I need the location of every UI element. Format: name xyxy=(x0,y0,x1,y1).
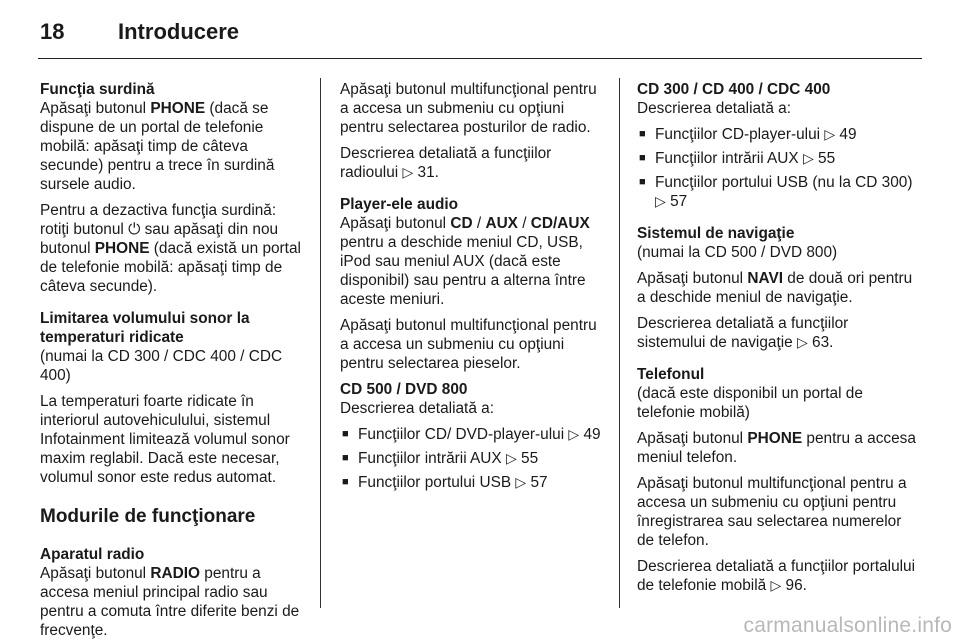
cd500-list xyxy=(340,425,608,492)
page-ref-arrow-icon: ▷ xyxy=(515,474,527,490)
audio-paragraph-2: Apăsaţi butonul multifuncţional pentru a accesa un submeniu cu opţiuni pentru selectarea pieselor. xyxy=(340,317,597,372)
column-divider-2 xyxy=(619,78,620,608)
column-divider-1 xyxy=(320,78,321,608)
radio-paragraph-1: Apăsaţi butonul RADIO pentru a accesa meniul principal radio sau pentru a comuta între diferite benzi de frecvenţe. xyxy=(40,565,300,639)
power-knob-icon: ⏻ xyxy=(128,221,141,238)
page-ref-arrow-icon: ▷ xyxy=(802,150,814,166)
cd300-description: Descrierea detaliată a: xyxy=(637,100,791,117)
radio-paragraph-2: Apăsaţi butonul multifuncţional pentru a accesa un submeniu cu opţiuni pentru selectarea posturilor de radio. xyxy=(340,81,597,136)
nav-note: (numai la CD 500 / DVD 800) xyxy=(637,244,838,261)
mute-paragraph-2: Pentru a dezactiva funcţia surdină: rotiţi butonul ⏻ sau apăsaţi din nou butonul PHONE (dacă există un portal de telefonie mobilă: apăsaţi timp de câteva secunde). xyxy=(40,202,301,295)
phone-key-label: PHONE xyxy=(150,100,206,117)
page-title: Introducere xyxy=(118,19,240,44)
page-ref-arrow-icon: ▷ xyxy=(824,126,836,142)
page-ref: 31 xyxy=(417,164,435,181)
column-3 xyxy=(637,80,917,602)
page-ref-arrow-icon: ▷ xyxy=(770,577,782,593)
nav-paragraph-1: Apăsaţi butonul NAVI de două ori pentru a deschide meniul de navigaţie. xyxy=(637,270,913,306)
section-title-audio: Player-ele audio xyxy=(340,196,459,213)
section-title-phone: Telefonul xyxy=(637,366,705,383)
section-title-volume-limit: Limitarea volumului sonor la temperaturi ridicate xyxy=(40,310,250,346)
phone-key-label: PHONE xyxy=(747,430,803,447)
column-2 xyxy=(340,80,608,498)
section-title-mute: Funcţia surdină xyxy=(40,81,155,98)
radio-paragraph-3: Descrierea detaliată a funcţiilor radioului ▷ 31. xyxy=(340,145,552,181)
phone-paragraph-2: Apăsaţi butonul multifuncţional pentru a accesa un submeniu cu opţiuni pentru înregistrarea sau selectarea numerelor de telefon. xyxy=(637,475,907,549)
phone-paragraph-3: Descrierea detaliată a funcţiilor portalului de telefonie mobilă ▷ 96. xyxy=(637,558,916,594)
phone-key-label: PHONE xyxy=(94,240,150,257)
phone-note: (dacă este disponibil un portal de telefonie mobilă) xyxy=(637,385,863,421)
list-item: ■ Funcţiilor portului USB (nu la CD 300) ▷ 57 xyxy=(637,173,917,211)
volume-limit-paragraph: La temperaturi foarte ridicate în interiorul autovehiculului, sistemul Infotainment limitează volumul sonor maxim reglabil. Dacă este necesar, volumul sonor este redus automat. xyxy=(40,393,290,486)
page-ref-arrow-icon: ▷ xyxy=(402,164,414,180)
volume-limit-note: (numai la CD 300 / CDC 400 / CDC 400) xyxy=(40,348,283,384)
list-item: ■ Funcţiilor portului USB ▷ 57 xyxy=(340,473,608,492)
cd300-list xyxy=(637,125,917,211)
page-ref-arrow-icon: ▷ xyxy=(568,426,580,442)
mute-paragraph-1: Apăsaţi butonul PHONE (dacă se dispune de un portal de telefonie mobilă: apăsaţi timp de câteva secunde) pentru a trece în surdină sursele audio. xyxy=(40,100,275,193)
list-item: ■ Funcţiilor CD/ DVD-player-ului ▷ 49 xyxy=(340,425,608,444)
watermark: carmanualsonline.info xyxy=(743,614,952,637)
list-item: ■ Funcţiilor intrării AUX ▷ 55 xyxy=(637,149,917,168)
radio-key-label: RADIO xyxy=(150,565,200,582)
section-title-navigation: Sistemul de navigaţie xyxy=(637,225,795,242)
phone-paragraph-1: Apăsaţi butonul PHONE pentru a accesa meniul telefon. xyxy=(637,430,916,466)
header-rule xyxy=(38,58,922,59)
page-ref-arrow-icon: ▷ xyxy=(505,450,517,466)
page-ref-arrow-icon: ▷ xyxy=(796,334,808,350)
navi-key-label: NAVI xyxy=(747,270,784,287)
cd500-description: Descrierea detaliată a: xyxy=(340,400,494,417)
subsection-title-radio: Aparatul radio xyxy=(40,546,145,563)
subsection-title-cd500: CD 500 / DVD 800 xyxy=(340,381,468,398)
section-title-modes: Modurile de funcţionare xyxy=(40,506,256,527)
column-1 xyxy=(40,80,308,642)
page-ref-arrow-icon: ▷ xyxy=(655,193,666,209)
nav-paragraph-2: Descrierea detaliată a funcţiilor sistemului de navigaţie ▷ 63. xyxy=(637,315,849,351)
page-header xyxy=(40,14,239,50)
subsection-title-cd300: CD 300 / CD 400 / CDC 400 xyxy=(637,81,831,98)
page-number: 18 xyxy=(40,19,65,44)
list-item: ■ Funcţiilor intrării AUX ▷ 55 xyxy=(340,449,608,468)
audio-paragraph-1: Apăsaţi butonul CD / AUX / CD/AUX pentru a deschide meniul CD, USB, iPod sau meniul AUX (dacă este disponibil) sau pentru a alterna între aceste meniuri. xyxy=(340,215,590,308)
list-item: ■ Funcţiilor CD-player-ului ▷ 49 xyxy=(637,125,917,144)
